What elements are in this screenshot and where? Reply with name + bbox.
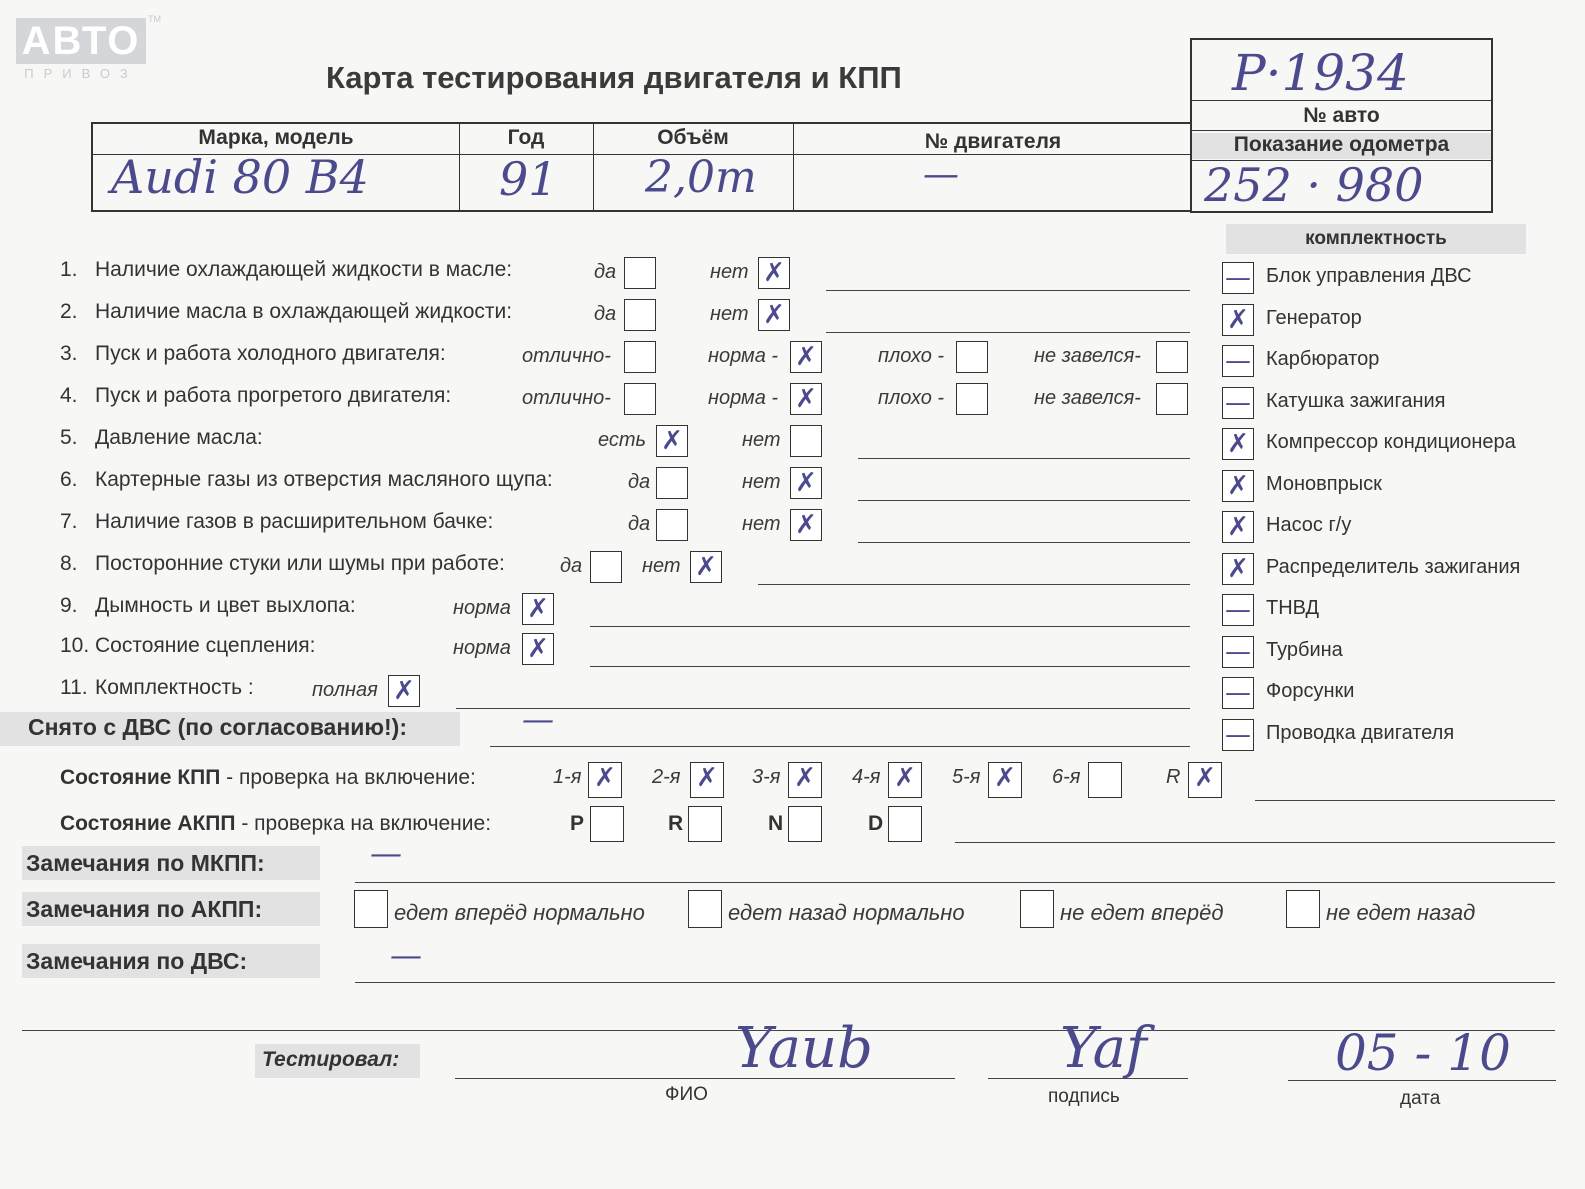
checklist-option-label: да (628, 471, 651, 493)
checklist-label: Дымность и цвет выхлопа: (95, 594, 356, 617)
value-volume: 2,0т (645, 152, 757, 203)
date-value: 05 - 10 (1335, 1024, 1511, 1082)
kpp-gear-checkbox[interactable]: ✗ (788, 762, 822, 798)
logo: АВТО (16, 18, 146, 64)
checklist-checkbox[interactable] (956, 341, 988, 373)
checklist-answer-line[interactable] (858, 500, 1190, 501)
akpp-mode-checkbox[interactable] (888, 806, 922, 842)
value-make-model: Audi 80 B4 (111, 150, 369, 204)
checklist-number: 3. (60, 342, 78, 365)
checklist-number: 1. (60, 258, 78, 281)
checklist-option-label: нет (742, 429, 781, 451)
checklist-number: 4. (60, 384, 78, 407)
checklist-answer-line[interactable] (858, 458, 1190, 459)
kpp-label (60, 766, 476, 790)
checklist-label: Пуск и работа прогретого двигателя: (95, 384, 452, 407)
vehicle-table (91, 122, 1191, 212)
akpp-remark-checkbox[interactable] (1020, 890, 1054, 928)
completeness-item-label: Форсунки (1266, 680, 1355, 702)
odometer-label: Показание одометра (1192, 133, 1491, 159)
checklist-number: 8. (60, 552, 78, 575)
checklist-checkbox[interactable]: ✗ (690, 551, 722, 583)
remarks-dvs-label: Замечания по ДВС: (26, 948, 248, 974)
odometer-divider (1192, 130, 1491, 131)
remarks-akpp-label: Замечания по АКПП: (26, 896, 263, 922)
fio-value: Yaub (735, 1016, 873, 1081)
car-number-label: № авто (1303, 104, 1380, 127)
removed-label: Снято с ДВС (по согласованию!): (28, 714, 407, 740)
completeness-item-label: Насос г/у (1266, 514, 1352, 536)
date-label: дата (1400, 1088, 1441, 1109)
remarks-mkpp-label: Замечания по МКПП: (26, 850, 265, 876)
completeness-checkbox[interactable]: — (1222, 677, 1254, 709)
signature-value: Yaf (1060, 1016, 1147, 1081)
checklist-checkbox[interactable]: ✗ (758, 257, 790, 289)
checklist-checkbox[interactable] (790, 425, 822, 457)
checklist-checkbox[interactable] (1156, 383, 1188, 415)
completeness-item-label: Катушка зажигания (1266, 389, 1446, 412)
akpp-remark-checkbox[interactable] (688, 890, 722, 928)
value-year: 91 (499, 152, 558, 206)
kpp-label-rest: - проверка на включение: (220, 766, 476, 789)
checklist-checkbox[interactable] (624, 299, 656, 331)
checklist-option-label: нет (710, 261, 749, 283)
checklist-checkbox[interactable] (656, 509, 688, 541)
checklist-option-label: да (594, 303, 617, 325)
kpp-gear-checkbox[interactable]: ✗ (888, 762, 922, 798)
checklist-option-label: отлично- (522, 345, 611, 367)
checklist-option-label: нет (742, 471, 781, 493)
checklist-checkbox[interactable]: ✗ (388, 675, 420, 707)
checklist-number: 7. (60, 510, 78, 533)
kpp-gear-label: 3-я (752, 766, 781, 788)
completeness-checkbox[interactable]: — (1222, 719, 1254, 751)
checklist-answer-line[interactable] (590, 666, 1190, 667)
checklist-label: Наличие газов в расширительном бачке: (95, 510, 494, 533)
tested-label: Тестировал: (262, 1048, 400, 1071)
value-engine-number: — (923, 154, 959, 195)
remarks-mkpp-value: — (370, 834, 402, 872)
checklist-label: Наличие масла в охлаждающей жидкости: (95, 300, 513, 323)
checklist-option-label: норма (453, 637, 511, 659)
checklist-checkbox[interactable]: ✗ (522, 633, 554, 665)
akpp-remark-checkbox[interactable] (1286, 890, 1320, 928)
remarks-dvs-line[interactable] (355, 982, 1555, 983)
checklist-checkbox[interactable] (624, 383, 656, 415)
akpp-label-bold: Состояние АКПП (60, 812, 236, 835)
checklist-checkbox[interactable]: ✗ (790, 383, 822, 415)
remarks-mkpp-line[interactable] (355, 882, 1555, 883)
akpp-remark-label: не едет вперёд (1060, 900, 1224, 925)
date-line[interactable] (1288, 1080, 1556, 1081)
kpp-gear-checkbox[interactable] (1088, 762, 1122, 798)
completeness-checkbox[interactable]: ✗ (1222, 553, 1254, 585)
checklist-option-label: норма - (708, 387, 779, 409)
checklist-label: Состояние сцепления: (95, 634, 316, 657)
checklist-checkbox[interactable] (956, 383, 988, 415)
completeness-title: комплектность (1226, 224, 1526, 254)
completeness-item-label: ТНВД (1266, 597, 1320, 619)
logo-trademark: TM (148, 14, 161, 24)
checklist-answer-line[interactable] (456, 708, 1190, 709)
checklist-option-label: да (628, 513, 651, 535)
checklist-option-label: норма (453, 597, 511, 619)
checklist-answer-line[interactable] (826, 332, 1190, 333)
checklist-label: Картерные газы из отверстия масляного щупа: (95, 468, 553, 491)
completeness-checkbox[interactable]: — (1222, 345, 1254, 377)
header-make-model: Марка, модель (198, 126, 354, 149)
checklist-checkbox[interactable]: ✗ (522, 593, 554, 625)
checklist-label: Комплектность : (95, 676, 254, 699)
akpp-remark-label: едет вперёд нормально (394, 900, 645, 925)
checklist-option-label: плохо - (878, 387, 945, 409)
checklist-number: 6. (60, 468, 78, 491)
checklist-number: 9. (60, 594, 78, 617)
remarks-dvs-value: — (390, 936, 422, 974)
completeness-item-label: Блок управления ДВС (1266, 265, 1472, 287)
kpp-gear-checkbox[interactable]: ✗ (588, 762, 622, 798)
car-number-value: Р·1934 (1232, 44, 1409, 102)
car-number-divider (1192, 100, 1491, 101)
completeness-item-label: Распределитель зажигания (1266, 555, 1521, 578)
signature-label: подпись (1048, 1086, 1120, 1107)
kpp-gear-checkbox[interactable]: ✗ (988, 762, 1022, 798)
checklist-number: 5. (60, 426, 78, 449)
checklist-label: Пуск и работа холодного двигателя: (95, 342, 446, 365)
checklist-checkbox[interactable] (590, 551, 622, 583)
akpp-remark-label: не едет назад (1326, 900, 1476, 925)
akpp-mode-label: N (768, 812, 784, 835)
checklist-checkbox[interactable]: ✗ (790, 341, 822, 373)
akpp-label-rest: - проверка на включение: (235, 812, 492, 835)
fio-line[interactable] (455, 1078, 955, 1079)
checklist-option-label: не завелся- (1034, 387, 1141, 409)
kpp-gear-label: 2-я (652, 766, 681, 788)
checklist-option-label: норма - (708, 345, 779, 367)
checklist-option-label: не завелся- (1034, 345, 1141, 367)
checklist-checkbox[interactable] (624, 257, 656, 289)
checklist-checkbox[interactable]: ✗ (790, 509, 822, 541)
car-number-box (1190, 38, 1493, 213)
checklist-label: Посторонние стуки или шумы при работе: (95, 552, 505, 575)
completeness-checkbox[interactable]: ✗ (1222, 428, 1254, 460)
completeness-item-label: Карбюратор (1266, 348, 1380, 370)
kpp-label-bold: Состояние КПП (60, 766, 221, 789)
completeness-item-label: Проводка двигателя (1266, 721, 1455, 744)
checklist-answer-line[interactable] (858, 542, 1190, 543)
checklist-option-label: нет (742, 513, 781, 535)
checklist-option-label: да (560, 555, 583, 577)
checklist-checkbox[interactable]: ✗ (790, 467, 822, 499)
kpp-gear-label: 1-я (553, 766, 582, 788)
checklist-option-label: да (594, 261, 617, 283)
checklist-answer-line[interactable] (826, 290, 1190, 291)
akpp-mode-checkbox[interactable] (688, 806, 722, 842)
page-title: Карта тестирования двигателя и КПП (326, 60, 902, 95)
kpp-gear-label: R (1166, 766, 1181, 788)
completeness-item-label: Моновпрыск (1266, 472, 1382, 495)
header-engine-number: № двигателя (924, 130, 1062, 153)
checklist-option-label: есть (598, 429, 647, 451)
completeness-checkbox[interactable]: ✗ (1222, 511, 1254, 543)
akpp-mode-checkbox[interactable] (788, 806, 822, 842)
akpp-remark-label: едет назад нормально (728, 900, 965, 925)
header-year: Год (507, 126, 545, 149)
akpp-mode-label: R (668, 812, 684, 835)
header-volume: Объём (657, 126, 729, 149)
fio-label: ФИО (665, 1084, 708, 1105)
kpp-line[interactable] (1255, 800, 1555, 801)
akpp-mode-label: P (570, 812, 585, 835)
checklist-label: Давление масла: (95, 426, 263, 449)
checklist-number: 11. (60, 676, 88, 699)
removed-value: — (522, 700, 554, 738)
signature-line[interactable] (988, 1078, 1188, 1079)
checklist-checkbox[interactable] (656, 467, 688, 499)
logo-subtitle: ПРИВОЗ (24, 66, 138, 81)
completeness-item-label: Турбина (1266, 638, 1343, 661)
checklist-option-label: нет (710, 303, 749, 325)
kpp-gear-label: 5-я (952, 766, 981, 788)
kpp-gear-label: 4-я (852, 766, 881, 788)
checklist-number: 2. (60, 300, 78, 323)
akpp-mode-checkbox[interactable] (590, 806, 624, 842)
completeness-checkbox[interactable]: — (1222, 387, 1254, 419)
completeness-checkbox[interactable]: ✗ (1222, 304, 1254, 336)
completeness-item-label: Генератор (1266, 306, 1362, 329)
kpp-gear-label: 6-я (1052, 766, 1081, 788)
checklist-label: Наличие охлаждающей жидкости в масле: (95, 258, 513, 281)
completeness-item-label: Компрессор кондиционера (1266, 431, 1516, 453)
checklist-checkbox[interactable]: ✗ (758, 299, 790, 331)
checklist-checkbox[interactable] (624, 341, 656, 373)
odometer-value: 252 · 980 (1204, 158, 1424, 212)
completeness-checkbox[interactable]: — (1222, 262, 1254, 294)
akpp-line[interactable] (955, 842, 1555, 843)
checklist-checkbox[interactable] (1156, 341, 1188, 373)
akpp-mode-label: D (868, 812, 884, 835)
completeness-checkbox[interactable]: — (1222, 594, 1254, 626)
checklist-answer-line[interactable] (590, 626, 1190, 627)
checklist-checkbox[interactable]: ✗ (656, 425, 688, 457)
checklist-number: 10. (60, 634, 90, 657)
checklist-answer-line[interactable] (758, 584, 1190, 585)
checklist-option-label: нет (642, 555, 681, 577)
checklist-option-label: плохо - (878, 345, 945, 367)
completeness-checkbox[interactable]: — (1222, 636, 1254, 668)
kpp-gear-checkbox[interactable]: ✗ (690, 762, 724, 798)
removed-line[interactable] (490, 746, 1190, 747)
kpp-gear-checkbox[interactable]: ✗ (1188, 762, 1222, 798)
checklist-option-label: отлично- (522, 387, 611, 409)
akpp-label (60, 812, 491, 836)
akpp-remark-checkbox[interactable] (354, 890, 388, 928)
completeness-checkbox[interactable]: ✗ (1222, 470, 1254, 502)
checklist-option-label: полная (312, 679, 378, 701)
